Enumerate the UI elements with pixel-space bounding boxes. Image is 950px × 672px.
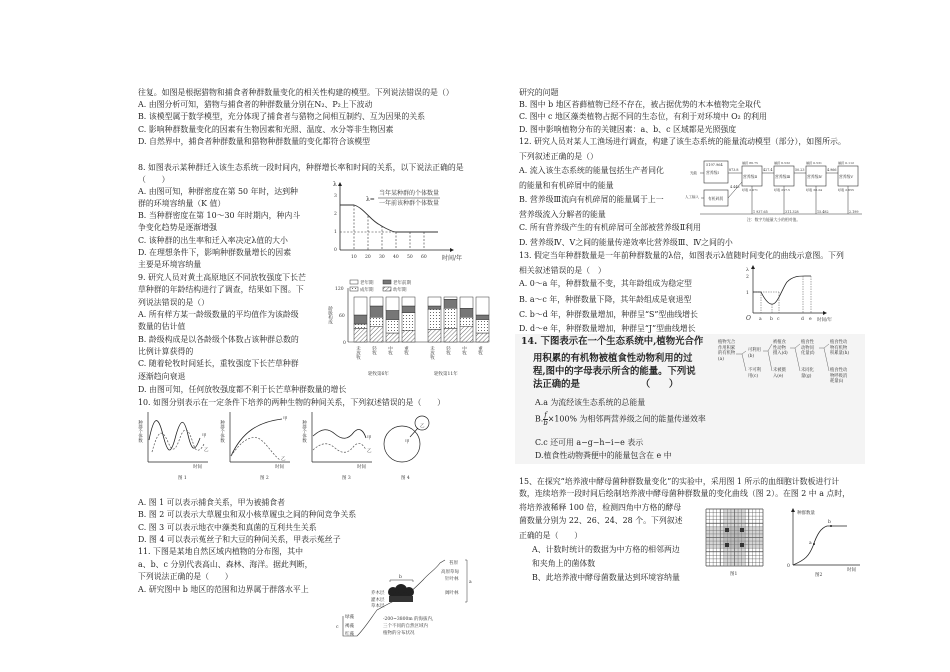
fig8-formula-numerator: 当年某种群的个体数量: [379, 190, 440, 197]
q9-option-b: B. 龄级构成是以各龄级个体数占该种群总数的: [138, 335, 299, 344]
fig9-bar-segment: [476, 320, 489, 334]
fig12-flow: 50.23: [795, 168, 805, 172]
fig14-node-f: 植食性动物同化量(f): [801, 340, 815, 356]
q7-option-c: C. 影响种群数量变化的因素有生物因素和光照、温度、水分等非生物因素: [138, 125, 394, 134]
fig10-caption: 图 2: [260, 476, 269, 481]
fig15-caption-2: 图2: [815, 573, 823, 578]
fig8-ylabel: λ: [333, 181, 337, 188]
fig9-legend-pre-old: 老年前期: [393, 281, 411, 286]
fig11-zone: 绿藻: [345, 615, 354, 620]
fig9-category-label: 中牧: [387, 346, 393, 355]
fig14-node-h: 植食性动物有机物积累量(h): [830, 340, 850, 356]
fig11-zone: 针叶林: [445, 577, 459, 582]
fig9-bar-segment: [476, 315, 489, 320]
fig11-note: 植物的分布状况: [383, 631, 415, 636]
q8-option-b-cont: 争变化趋势是逐渐增强: [138, 223, 217, 232]
q9-option-c: C. 随着轮牧时间延长，重牧强度下长芒草种群: [138, 359, 299, 368]
fig14-node-b: 可利用(b): [748, 348, 761, 359]
q9-option-a: A. 所有样方某一龄级数量的平均值作为该龄级: [138, 310, 299, 319]
fig8-formula-denominator: 一年前该种群个体数量: [379, 200, 440, 207]
fig9-age-structure-chart: [327, 278, 490, 383]
fig9-bar-segment: [460, 317, 473, 326]
fig11-label-b: b: [399, 575, 402, 580]
fig12-energy-flow-model: [685, 158, 867, 223]
q7-option-d: D. 自然界中，捕食者种群数量和猎物种群数量的变化都符合该模型: [138, 137, 371, 146]
fig9-category-label: 重牧: [403, 346, 409, 355]
fig9-group-label: 轮牧第6年: [368, 372, 389, 377]
fig11-label-c: c: [336, 625, 339, 630]
q11-option-c: C. 图中 c 地区藻类植物占据不同的生态位，有利于对环境中 O₂ 的利用: [519, 112, 767, 121]
q12-option-b-cont: 营养级流入分解者的能量: [519, 210, 606, 219]
fig11-layer: 灌木层: [371, 598, 385, 603]
fig15-point-b: b: [828, 520, 831, 525]
fig9-bar-segment: [354, 297, 367, 315]
q7-option-b: B. 该模型属于数学模型，充分体现了捕食者与猎物之间相互制约、互为因果的关系: [138, 112, 425, 121]
fig12-sunlight: 光能: [690, 171, 697, 175]
fig14-energy-tree: [718, 340, 863, 400]
q9-stem-2: 草种群的年龄结构进行了调查，结果如下图。下: [138, 285, 304, 294]
fig10-graph-3: [302, 410, 377, 482]
fig11-plant-distribution: [335, 558, 485, 643]
fig10-caption: 图 1: [178, 476, 187, 481]
fig8-xlabel: 时间/年: [442, 255, 463, 262]
fig9-bar-segment: [460, 326, 473, 342]
q12-option-a-cont: 的能量和有机碎屑中的能量: [519, 181, 614, 190]
fig15-ylabel: 种群数量: [797, 511, 815, 516]
fig9-category-label: 未放牧: [355, 346, 361, 360]
q14-stem-2: 用积累的有机物被植食性动物利用的过: [533, 353, 693, 364]
fig11-label-a: a: [469, 580, 472, 585]
q15-option-a-cont: 和夹角上的菌体数: [532, 559, 596, 568]
fig11-layer: 草本层: [371, 604, 385, 609]
q8-option-d-cont: 主要是环境容纳量: [138, 260, 202, 269]
fig9-bar-segment: [444, 308, 457, 328]
fig10-label-yi: 乙: [281, 457, 286, 462]
fig9-bar-segment: [460, 297, 473, 308]
fig12-flow: 427.4: [763, 168, 773, 172]
fig10-label-jia: 甲: [367, 436, 372, 441]
fig9-bar-segment: [460, 308, 473, 317]
fig14-node-g: 未同化量(g): [801, 368, 814, 379]
fig9-bar-segment: [386, 320, 399, 334]
q15-stem-3: 将培养液稀释 100 倍，检测四角中方格的酵母: [519, 503, 682, 512]
q11-option-a: A. 研究图中 b 地区的范围和边界属于群落水平上: [138, 585, 309, 594]
fig9-bar-segment: [402, 297, 415, 306]
fig9-bar-segment: [370, 306, 383, 317]
q8-option-d: D. 在理想条件下，影响种群数量增长的因素: [138, 248, 292, 257]
fig10-label-yi: 乙: [204, 448, 209, 453]
q10-option-b: B. 图 2 可以表示大草履虫和双小核草履虫之间的种间竞争关系: [138, 510, 357, 519]
q14-fraction-denominator: b: [543, 419, 548, 427]
fig8-xtick: 30: [379, 255, 385, 260]
q8-option-a-cont: 群的环境容纳量（K 值）: [138, 199, 226, 208]
q12-option-a: A. 流入该生态系统的能量包括生产者同化: [519, 166, 664, 175]
fig9-bar-segment: [370, 317, 383, 326]
fig10-ylabel: 种群个体数: [219, 420, 225, 443]
fig11-note: 三个不同的自然区域内: [383, 624, 428, 629]
fig13-lambda-curve: [745, 265, 845, 325]
fig10-xlabel: 时间: [357, 465, 366, 470]
fig14-node-e: 未被摄入(e): [773, 368, 786, 379]
fig9-bar-segment: [370, 297, 383, 306]
fig13-xtick: b: [770, 317, 773, 322]
q15-stem-5: 正确的是（ ）: [519, 531, 583, 540]
fig13-xtick: e: [809, 317, 812, 322]
fig13-ytick: 2: [746, 275, 749, 280]
fig12-level: 营养级Ⅴ: [839, 174, 854, 179]
fig9-bar-segment: [354, 315, 367, 324]
fig8-xtick: 20: [365, 255, 371, 260]
q11-stem: 11. 下图是某地自然区域内植物的分布图，其中: [138, 547, 303, 556]
fig10-xlabel: 时间: [193, 465, 202, 470]
q13-option-d: D. d～e 年，种群数量增加，种群呈“J”型曲线增长: [519, 324, 696, 333]
fig10-caption: 图 3: [342, 476, 351, 481]
fig10-label-yi: 乙: [420, 424, 425, 429]
fig10-ylabel: 种群个体数: [301, 420, 307, 443]
fig9-bar-segment: [476, 333, 489, 342]
fig9-category-label: 重牧: [477, 346, 483, 355]
fig10-xlabel: 时间: [275, 465, 284, 470]
q14-option-b-text: ×100% 为相邻两营养级之间的能量传递效率: [547, 414, 706, 424]
q13-option-b: B. a～c 年，种群数量下降，其年龄组成是衰退型: [519, 295, 692, 304]
fig14-node-i: 植食性动物呼吸消耗量(i): [830, 368, 848, 384]
fig11-zone: 高原草甸: [441, 570, 459, 575]
fig13-ylabel: λ: [746, 268, 749, 273]
fig8-xtick: 50: [407, 255, 413, 260]
fig9-category-label: 轻牧: [371, 346, 377, 355]
q10-option-a: A. 图 1 可以表示捕食关系，甲为被捕食者: [138, 498, 286, 507]
q14-stem-4: 法正确的是 （ ）: [533, 379, 679, 390]
fig9-legend-old: 老年期: [360, 281, 374, 286]
fig9-bar-segment: [444, 329, 457, 343]
fig15-caption-1: 图1: [730, 572, 738, 577]
fig9-ytick: 0: [343, 341, 346, 346]
fig12-catch: 捕捞 0.531: [806, 161, 823, 165]
fig12-respiration: 呼吸 2.655: [838, 188, 855, 192]
fig9-bar-segment: [386, 297, 399, 311]
fig11-layer: 乔木层: [371, 591, 385, 596]
q15-stem: 15、在探究“培养液中酵母菌种群数量变化”的实验中，采用图 1 所示的血细胞计数板进行计: [519, 477, 840, 486]
fig12-catch: 捕捞 6.532: [774, 161, 791, 165]
fig14-node-a: 植物光合作用积累的有机物(a): [718, 340, 736, 362]
q12-option-b: B. 营养级Ⅲ流向有机碎屑的能量属于上一: [519, 195, 664, 204]
q8-option-b: B. 当种群密度在第 10～30 年时期内，种内斗: [138, 211, 301, 220]
fig14-node-d: 被植食性动物摄入(d): [773, 340, 788, 356]
fig8-xtick: 60: [421, 255, 427, 260]
fig15-point-a: a: [809, 541, 812, 546]
q9-option-d: D. 由图可知，任何放牧强度都不利于长芒草种群数量的增长: [138, 385, 347, 394]
fig12-flow: 873.8: [729, 168, 739, 172]
fig12-bottom-value: 311.328: [785, 210, 799, 214]
fig12-flow: 4.966: [827, 168, 837, 172]
fig9-bar-segment: [428, 329, 441, 342]
fig13-xlabel: 时间/年: [817, 318, 833, 323]
fig9-ytick: 120: [335, 287, 344, 292]
fig12-level: 营养级Ⅰ: [706, 170, 719, 175]
q14-option-d: D.植食性动物粪便中的能量包含在 e 中: [535, 451, 672, 460]
fig9-legend-adult: 成年期: [360, 288, 374, 293]
fig12-bottom-value: 15.482: [817, 210, 829, 214]
fig12-level: 营养级Ⅱ: [743, 174, 757, 179]
fig10-label-yi: 乙: [367, 449, 372, 454]
fig11-note: -200~3800m 的海拔内，: [383, 617, 437, 622]
q9-option-c-cont: 逐渐趋向衰退: [138, 372, 186, 381]
q13-stem-2: 相关叙述错误的是（ ）: [519, 266, 606, 275]
fig12-bottom-value: 2.199: [849, 210, 859, 214]
fig12-respiration: 呼吸 38.24: [806, 188, 823, 192]
fig12-artificial-input: 人工输入: [685, 195, 699, 199]
q9-option-a-cont: 数量的估计值: [138, 322, 186, 331]
fig10-label-jia: 甲: [283, 417, 288, 422]
fig9-bar-segment: [428, 297, 441, 306]
fig12-detritus-flow: 4.448: [730, 185, 740, 189]
fig12-bottom-value: 1 937.65: [753, 210, 768, 214]
q13-option-a: A. 0～a 年，种群数量不变，其年龄组成为稳定型: [519, 279, 692, 288]
fig9-bar-segment: [428, 306, 441, 309]
q12-stem: 12. 研究人员对某人工渔场进行调查，构建了该生态系统的能量流动模型（部分），如图所示。: [519, 137, 846, 146]
fig9-bar-segment: [386, 333, 399, 342]
fig9-bar-segment: [402, 313, 415, 331]
fig12-producer-value: 5197.964: [706, 163, 723, 167]
q7-option-a: A. 由图分析可知，猎物与捕食者的种群数量分别在N₂、P₂上下波动: [138, 100, 373, 109]
fig11-zone: 阔叶林: [445, 591, 459, 596]
fig12-level: 营养级Ⅲ: [775, 174, 791, 179]
q11-stem-2: a、b、c 分别代表高山、森林、海洋。据此判断，: [138, 560, 313, 569]
fig13-xtick: d: [801, 317, 804, 322]
q10-option-d: D. 图 4 可以表示菟丝子和大豆的种间关系，甲表示菟丝子: [138, 535, 341, 544]
fig9-bar-segment: [476, 297, 489, 315]
q12-option-c: C. 所有营养级产生的有机碎屑可全部被营养级Ⅱ利用: [519, 223, 701, 232]
fig9-group-label: 轮牧第11年: [434, 372, 458, 377]
fig8-xtick: 40: [393, 255, 399, 260]
fig9-bar-segment: [444, 297, 457, 299]
q12-option-d: D. 营养级Ⅳ、Ⅴ之间的能量传递效率比营养级Ⅲ、Ⅳ之间的小: [519, 238, 733, 247]
fig14-node-c: 不可利用(c): [748, 368, 761, 379]
fig12-catch: 捕捞 86.75: [742, 161, 759, 165]
q14-stem-3: 程,图中的字母表示所含的能量。下列说: [533, 366, 696, 377]
fig13-ytick: 1: [746, 291, 749, 296]
fig15-xlabel: 时间: [847, 568, 856, 573]
fig8-ytick: 2: [334, 212, 337, 217]
fig13-xtick: a: [759, 317, 762, 322]
fig10-ylabel: 种群个体数: [137, 420, 143, 443]
fig9-bar-segment: [402, 306, 415, 313]
fig9-legend-young: 幼年期: [393, 288, 407, 293]
q10-stem: 10. 如图分别表示在一定条件下培养的两种生物的种间关系，下列叙述错误的是（ ）: [138, 398, 446, 407]
fig8-ytick: 3: [334, 194, 337, 199]
fig12-detritus: 有机碎屑: [708, 196, 724, 201]
q11-option-b: B. 图中 b 地区苔藓植物已经不存在，被占据优势的木本植物完全取代: [519, 100, 761, 109]
fig9-bar-segment: [444, 299, 457, 308]
fig8-xtick: 10: [351, 255, 357, 260]
fig9-bar-segment: [402, 331, 415, 342]
fig9-category-label: 未放牧: [429, 346, 435, 360]
fig15-counting-chamber: [706, 509, 766, 579]
fig12-respiration: 呼吸 257.5: [774, 188, 791, 192]
fig9-bar-segment: [354, 324, 367, 329]
fig9-category-label: 中牧: [461, 346, 467, 355]
fig9-category-label: 轻牧: [445, 346, 451, 355]
q11-option-d: D. 图中影响植物分布的关键因素：a、b、c 区域都是光照强度: [519, 125, 737, 134]
fig9-ylabel: 龄级构成: [327, 306, 333, 324]
q10-option-c: C. 图 3 可以表示地衣中藻类和真菌的互利共生关系: [138, 523, 317, 532]
fig12-respiration: 呼吸 2.071: [742, 188, 759, 192]
fig9-bar-segment: [370, 326, 383, 342]
q14-fraction-numerator: f: [544, 411, 547, 419]
q8-option-a: A. 由图可知，种群密度在第 50 年时，达到种: [138, 187, 298, 196]
q14-option-a: A.a 为流经该生态系统的总能量: [535, 398, 646, 407]
q8-option-c: C. 该种群的出生率和迁入率决定λ值的大小: [138, 236, 288, 245]
q13-stem: 13. 假定当年种群数量是一年前种群数量的λ倍，如图表示λ值随时间变化的曲线示意图。下列: [519, 251, 844, 260]
q7-intro: 往复。如图是根据猎物和捕食者种群数量变化的相关性构建的模型。下列说法错误的是（）: [138, 88, 454, 97]
q15-stem-2: 数，连续培养一段时间后绘制培养液中酵母菌种群数量的变化曲线（图 2）。在图 2 中 a 点时，: [519, 489, 851, 498]
q8-paren: （ ）: [138, 175, 170, 184]
fig9-ytick: 60: [339, 314, 345, 319]
fig9-bar-segment: [386, 311, 399, 320]
fig10-label-jia: 甲: [202, 434, 207, 439]
fig9-bar-segment: [354, 329, 367, 343]
fig11-zone: 苔原: [449, 561, 458, 566]
q15-stem-4: 菌数量分别为 22、26、24、28 个。下列叙述: [519, 516, 683, 525]
fig13-origin: O: [746, 315, 751, 322]
q12-stem-2: 下列叙述正确的是（）: [519, 152, 598, 161]
fig10-graph-2: [220, 410, 295, 482]
q14-option-c: C.c 还可用 a−g−h−i−e 表示: [535, 438, 644, 447]
fig8-lambda-chart: [330, 180, 480, 260]
fig12-catch: 捕捞 0.112: [838, 161, 855, 165]
fig9-bar-segment: [428, 309, 441, 329]
q11-stem-3: 下列说法正确的是（ ）: [138, 572, 233, 581]
fig12-level: 营养级Ⅳ: [807, 174, 823, 179]
fig8-formula-lhs: λ=: [366, 196, 375, 203]
fig10-label-jia: 甲: [405, 440, 410, 445]
q9-stem-3: 列说法错误的是（）: [138, 298, 210, 307]
fig12-note: 注：数字为能量大小的相对值。: [747, 217, 801, 222]
fig10-caption: 图 4: [401, 476, 410, 481]
q13-option-c: C. b～d 年，种群数量增加，种群呈“S”型曲线增长: [519, 310, 698, 319]
q15-option-a: A、计数时统计的数据为中方格的相邻两边: [532, 545, 680, 554]
q9-option-b-cont: 比例计算获得的: [138, 347, 194, 356]
fig8-ytick: 0: [334, 248, 337, 253]
fig10-graph-4: [380, 410, 440, 482]
fig15-origin: 0: [787, 564, 790, 569]
q14-option-b: [535, 412, 706, 427]
q14-stem: 14. 下图表示在一个生态系统中,植物光合作: [521, 336, 704, 347]
fig10-graph-1: [138, 410, 213, 482]
fig13-xtick: c: [777, 317, 780, 322]
q11-option-a-cont: 研究的问题: [519, 88, 559, 97]
fig11-zone: 褐藻: [345, 624, 354, 629]
q14-option-b-prefix: B.: [535, 414, 544, 424]
fig15-growth-curve: [785, 508, 865, 578]
fig11-zone: 红藻: [345, 632, 354, 637]
q8-stem: 8. 如图表示某种群迁入该生态系统一段时间内，种群增长率和时间的关系，以下说法正确的是: [138, 163, 464, 172]
q9-stem: 9. 研究人员对黄土高原地区不同放牧强度下长芒: [138, 273, 306, 282]
q15-option-b: B、此培养液中酵母菌数量达到环境容纳量: [532, 573, 680, 582]
fig8-ytick: 1: [334, 230, 337, 235]
